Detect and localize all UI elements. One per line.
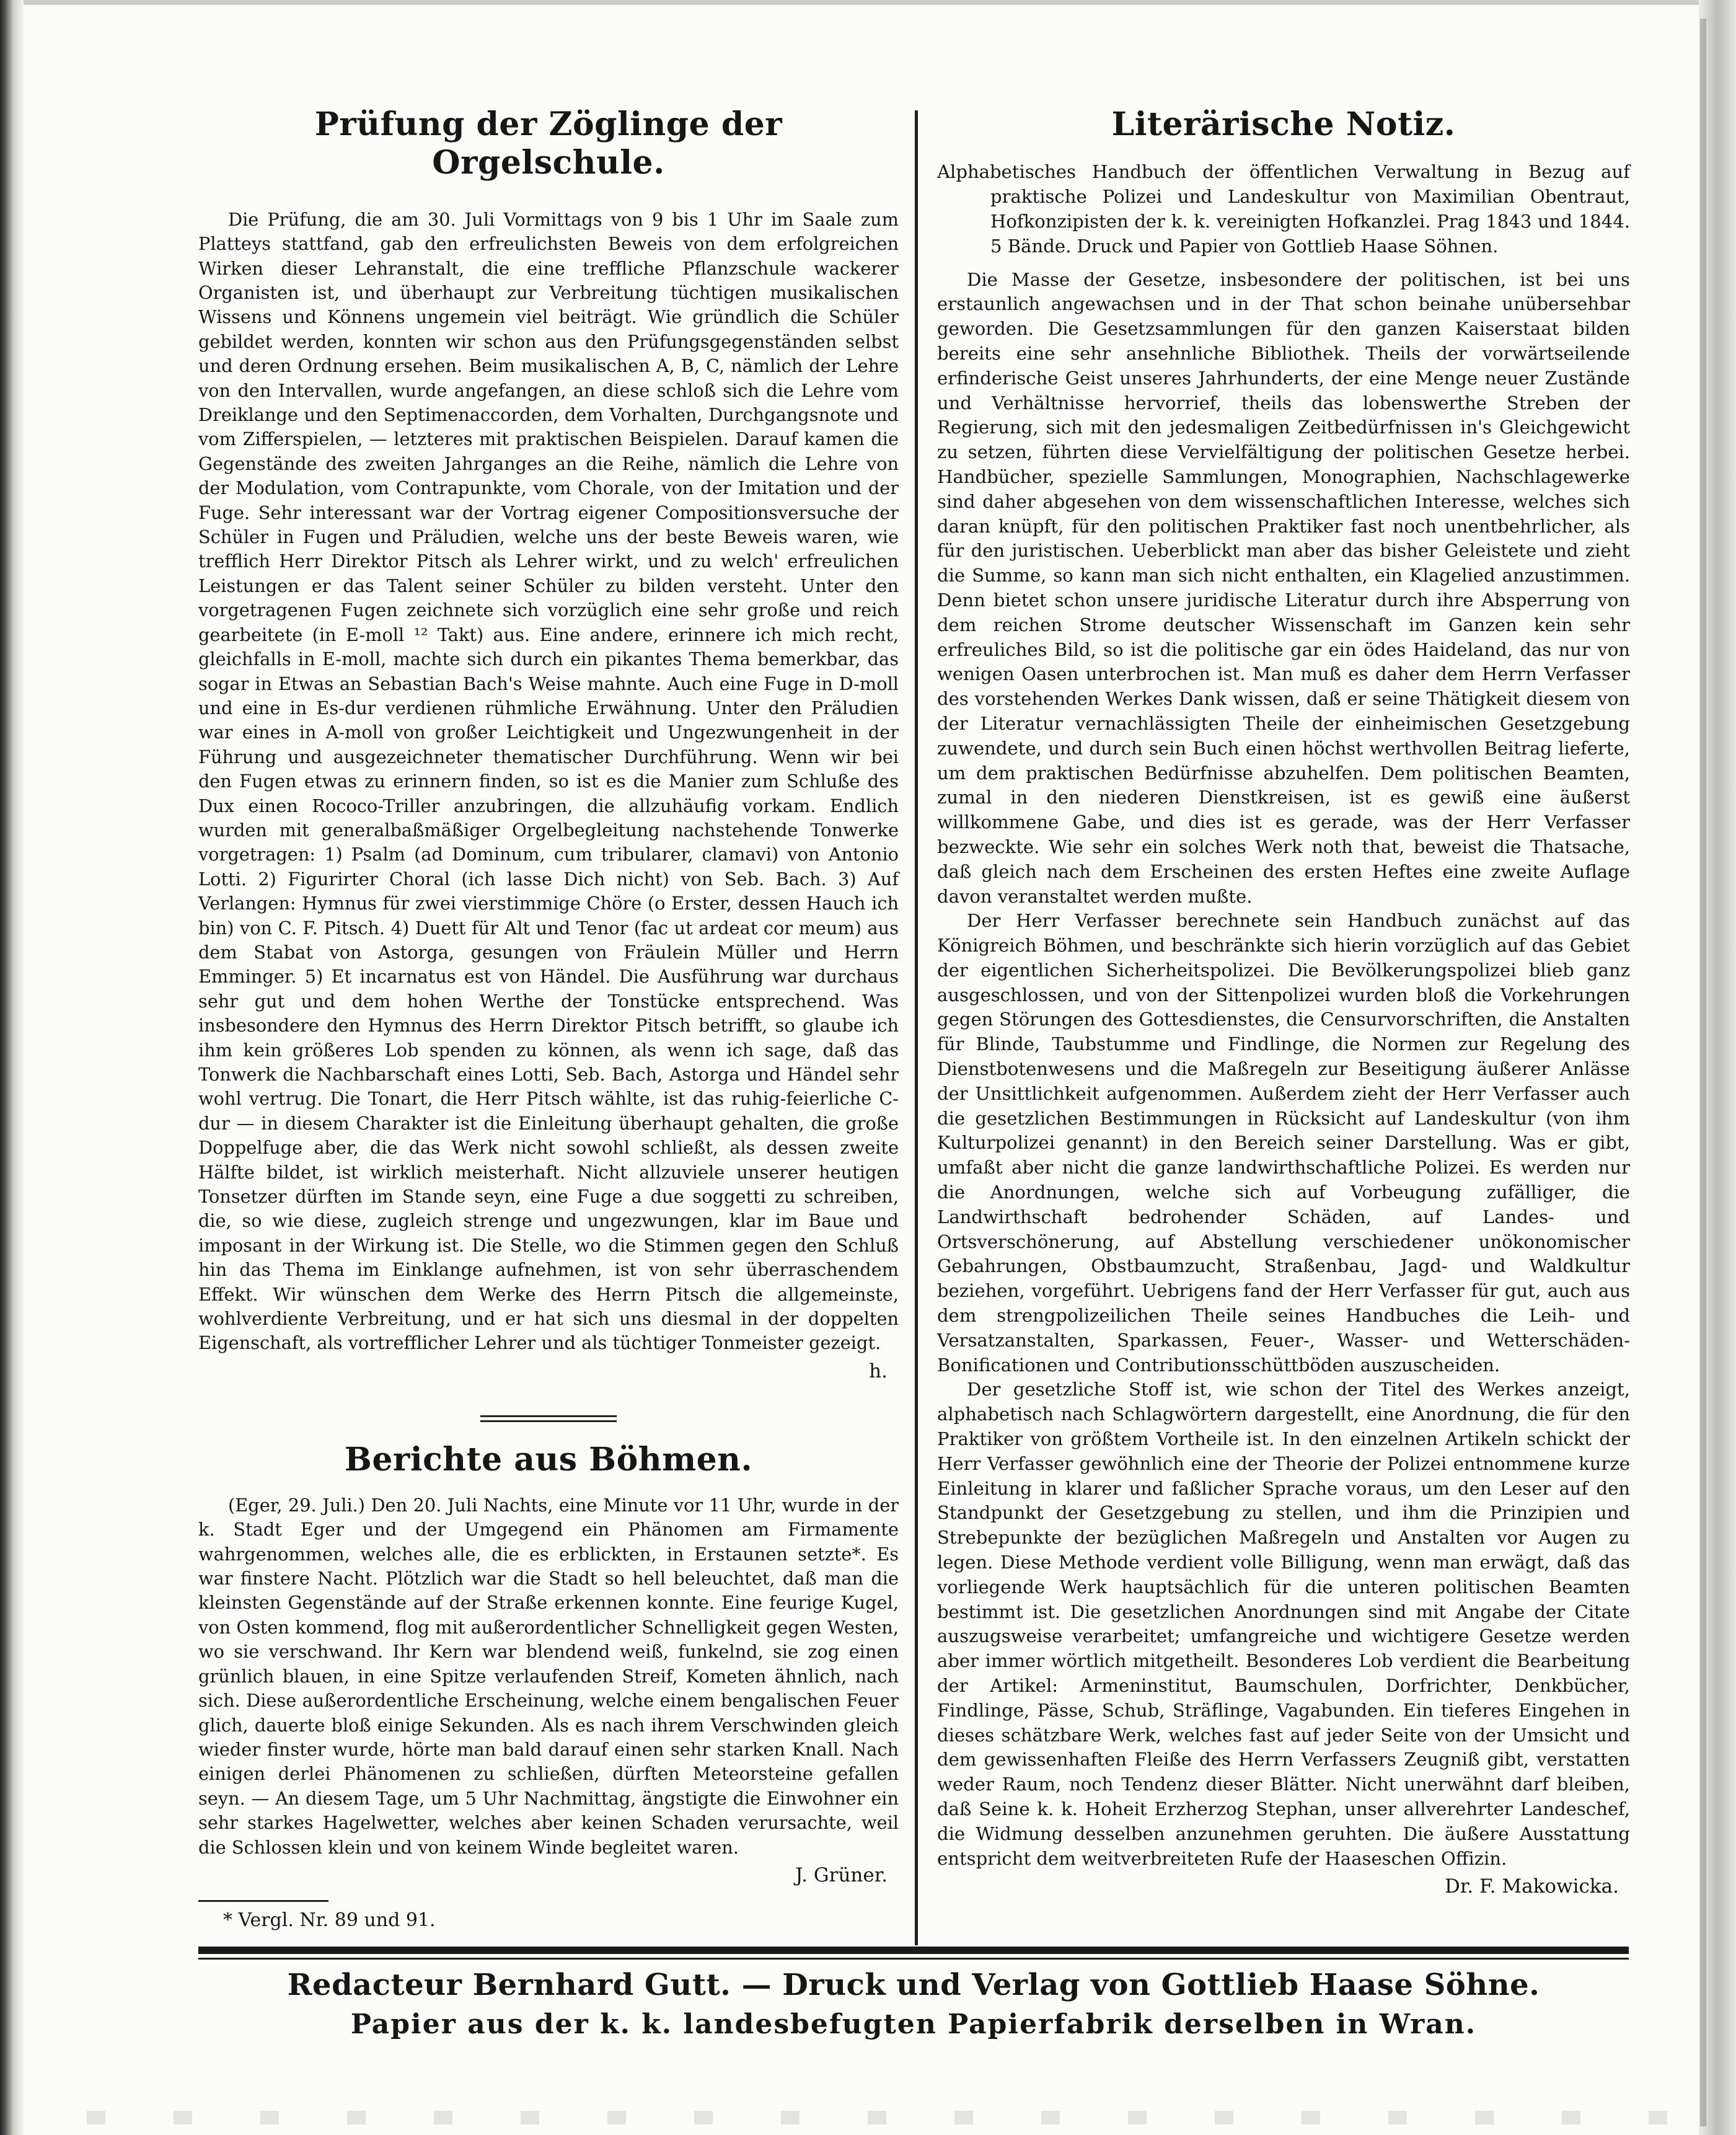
- scan-left-edge: [0, 0, 24, 2135]
- article-body-boehmen: (Eger, 29. Juli.) Den 20. Juli Nachts, eine Minute vor 11 Uhr, wurde in der k. Stadt Eger und der Umgegend ein Phänomen am Firmamente wahrgenommen, welches alle, die es erblickten, in Erstaunen setzte*. Es war finstere Nacht. Plötzlich war die Stadt so hell beleuchtet, daß man die kleinsten Gegenstände auf der Straße erkennen konnte. Eine feurige Kugel, von Osten kommend, flog mit außerordentlicher Schnelligkeit gegen Westen, wo sie verschwand. Ihr Kern war blendend weiß, funkelnd, sie zog einen grünlich blauen, in eine Spitze verlaufenden Streif, Kometen ähnlich, nach sich. Diese außerordentliche Erscheinung, welche einem bengalischen Feuer glich, dauerte bloß einige Sekunden. Als es nach ihrem Verschwinden gleich wieder finster wurde, hörte man bald darauf einen sehr starken Knall. Nach einigen derlei Phänomenen zu schließen, dürften Meteorsteine gefallen seyn. — An diesem Tage, um 5 Uhr Nachmittag, ängstigte die Einwohner ein sehr starkes Hagelwetter, welches aber keinen Schaden verursachte, weil die Schlossen klein und von keinem Winde begleitet waren.: [198, 1494, 899, 1858]
- signature-orgelschule: h.: [869, 1359, 888, 1382]
- imprint-editor-line: Redacteur Bernhard Gutt. — Druck und Verlag von Gottlieb Haase Söhne.: [287, 1968, 1540, 2002]
- imprint-rule-thick: [198, 1947, 1629, 1954]
- article-orgelschule: [198, 105, 899, 1384]
- section-separator: [480, 1415, 617, 1422]
- imprint-rule-thin: [198, 1958, 1629, 1960]
- imprint-paper-line: Papier aus der k. k. landesbefugten Papierfabrik derselben in Wran.: [350, 2009, 1477, 2040]
- notiz-paragraph-1: Die Masse der Gesetze, insbesondere der politischen, ist bei uns erstaunlich angewachsen und in der That schon beinahe unübersehbar geworden. Die Gesetzsammlungen für den ganzen Kaiserstaat bilden bereits eine sehr ansehnliche Bibliothek. Theils der vorwärtseilende erfinderische Geist unseres Jahrhunderts, der eine Menge neuer Zustände und Verhältnisse hervorrief, theils das lobenswerthe Streben der Regierung, sich mit den jedesmaligen Zeitbedürfnissen in's Gleichgewicht zu setzen, führten diese Vervielfältigung der politischen Gesetze herbei. Handbücher, spezielle Sammlungen, Monographien, Nachschlagewerke sind daher abgesehen von dem wissenschaftlichen Interesse, welches sich daran knüpft, für den politischen Praktiker fast noch unentbehrlicher, als für den juristischen. Ueberblickt man aber das bisher Geleistete und zieht die Summe, so kann man sich nicht enthalten, ein Klagelied anzustimmen. Denn bietet schon unsere juridische Literatur durch ihre Absperrung von dem reichen Strome deutscher Wissenschaft im Ganzen kein sehr erfreuliches Bild, so ist die politische gar ein ödes Haideland, das nur von wenigen Oasen unterbrochen ist. Man muß es daher dem Herrn Verfasser des vorstehenden Werkes Dank wissen, daß er seine Thätigkeit diesem von der Literatur vernachlässigten Theile der einheimischen Gesetzgebung zuwendete, und durch sein Buch einen höchst werthvollen Beitrag lieferte, um dem praktischen Bedürfnisse abzuhelfen. Dem politischen Beamten, zumal in den niederen Dienstkreisen, ist es gewiß eine äußerst willkommene Gabe, und dies ist es gerade, was der Herr Verfasser bezweckte. Wie sehr ein solches Werk noth that, beweist die Thatsache, daß gleich nach dem Erscheinen des ersten Heftes eine zweite Auflage davon veranstaltet werden mußte.: [937, 268, 1630, 907]
- article-title-boehmen: Berichte aus Böhmen.: [344, 1441, 753, 1479]
- signature-boehmen: J. Grüner.: [795, 1863, 888, 1886]
- article-boehmen: [198, 1441, 899, 1932]
- signature-notiz: Dr. F. Makowicka.: [1445, 1875, 1619, 1898]
- article-title-orgelschule: Prüfung der Zöglinge der Orgelschule.: [314, 105, 783, 182]
- article-literaerische-notiz: [937, 105, 1630, 1900]
- notiz-paragraph-2: Der Herr Verfasser berechnete sein Handbuch zunächst auf das Königreich Böhmen, und beschränkte sich hierin vorzüglich auf das Gebiet der eigentlichen Sicherheitspolizei. Die Bevölkerungspolizei blieb ganz ausgeschlossen, und von der Sittenpolizei wurden bloß die Vorkehrungen gegen Störungen des Gottesdienstes, die Censurvorschriften, die Anstalten für Blinde, Taubstumme und Findlinge, die Normen zur Regelung des Dienstbotenwesens und die Maßregeln zur Beseitigung äußerer Anlässe der Unsittlichkeit aufgenommen. Außerdem zieht der Herr Verfasser auch die gesetzlichen Bestimmungen in Rücksicht auf Landeskultur (von ihm Kulturpolizei genannt) in den Bereich seiner Darstellung. Was er gibt, umfaßt aber nicht die ganze landwirthschaftliche Polizei. Es werden nur die Anordnungen, welche sich auf Vorbeugung zufälliger, die Landwirthschaft bedrohender Schäden, auf Landes- und Ortsverschönerung, auf Abstellung verschiedener unökonomischer Gebahrungen, Obstbaumzucht, Straßenbau, Jagd- und Waldkultur beziehen, vorgeführt. Uebrigens fand der Herr Verfasser für gut, auch aus dem strengpolizeilichen Theile seines Handbuches die Leih- und Versatzanstalten, Sparkassen, Feuer-, Wasser- und Wetterschäden-Bonificationen und Contributionsschüttböden auszuscheiden.: [937, 910, 1630, 1376]
- footnote: * Vergl. Nr. 89 und 91.: [223, 1909, 436, 1931]
- column-divider: [915, 110, 918, 1945]
- scan-top-edge: [24, 0, 1699, 5]
- scan-artifact: [62, 2111, 1673, 2124]
- left-column: [198, 105, 899, 1933]
- binding-shadow: [1700, 19, 1706, 2126]
- notiz-paragraph-3: Der gesetzliche Stoff ist, wie schon der Titel des Werkes anzeigt, alphabetisch nach Schlagwörtern dargestellt, eine Anordnung, die für den Praktiker von größtem Vortheile ist. In den einzelnen Artikeln schickt der Herr Verfasser gewöhnlich eine der Theorie der Polizei entnommene kurze Einleitung in klarer und faßlicher Sprache voraus, um den Leser auf den Standpunkt der Gesetzgebung zu stellen, und ihm die Prinzipien und Strebepunkte der bezüglichen Maßregeln und Anstalten vor Augen zu legen. Diese Methode verdient volle Billigung, wenn man erwägt, daß das vorliegende Werk hauptsächlich für die unteren politischen Beamten bestimmt ist. Die gesetzlichen Anordnungen sind mit Angabe der Citate auszugsweise verarbeitet; umfangreiche und wichtigere Gesetze werden aber immer wörtlich mitgetheilt. Besonderes Lob verdient die Bearbeitung der Artikel: Armeninstitut, Baumschulen, Dorfrichter, Denkbücher, Findlinge, Pässe, Schub, Sträflinge, Vagabunden. Ein tieferes Eingehen in dieses schätzbare Werk, welches fast auf jeder Seite von der Umsicht und dem gewissenhaften Fleiße des Herrn Verfassers Zeugniß gibt, verstatten weder Raum, noch Tendenz dieser Blätter. Nicht unerwähnt darf bleiben, daß Seine k. k. Hoheit Erzherzog Stephan, unser allverehrter Landeschef, die Widmung desselben anzunehmen geruhten. Die äußere Ausstattung entspricht dem weitverbreiteten Rufe der Haaseschen Offizin.: [937, 1379, 1630, 1869]
- bibliographic-entry: Alphabetisches Handbuch der öffentlichen Verwaltung in Bezug auf praktische Polizei und Landeskultur von Maximilian Obentraut, Hofkonzipisten der k. k. vereinigten Hofkanzlei. Prag 1843 und 1844. 5 Bände. Druck und Papier von Gottlieb Haase Söhnen.: [937, 161, 1630, 257]
- right-column: [937, 105, 1630, 1900]
- article-title-notiz: Literärische Notiz.: [1111, 105, 1456, 143]
- footnote-rule: [198, 1900, 328, 1902]
- article-body-orgelschule: Die Prüfung, die am 30. Juli Vormittags von 9 bis 1 Uhr im Saale zum Platteys stattfand, gab den erfreulichsten Beweis von dem erfolgreichen Wirken dieser Lehranstalt, die eine treffliche Pflanzschule wackerer Organisten ist, und überhaupt zur Verbreitung tüchtigen musikalischen Wissens und Könnens ungemein viel beiträgt. Wie gründlich die Schüler gebildet werden, konnten wir schon aus den Prüfungsgegenständen selbst und deren Ordnung ersehen. Beim musikalischen A, B, C, nämlich der Lehre von den Intervallen, wurde angefangen, an diese schloß sich die Lehre vom Dreiklange und den Septimenaccorden, dem Vorhalten, Durchgangsnote und vom Zifferspielen, — letzteres mit praktischen Beispielen. Darauf kamen die Gegenstände des zweiten Jahrganges an die Reihe, nämlich die Lehre von der Modulation, vom Contrapunkte, vom Chorale, von der Imitation und der Fuge. Sehr interessant war der Vortrag eigener Compositionsversuche der Schüler in Fugen und Präludien, welche uns der beste Beweis waren, wie trefflich Herr Direktor Pitsch als Lehrer wirkt, und zu welch' erfreulichen Leistungen er das Talent seiner Schüler zu bilden versteht. Unter den vorgetragenen Fugen zeichnete sich vorzüglich eine sehr große und reich gearbeitete (in E-moll ¹² Takt) aus. Eine andere, erinnere ich mich recht, gleichfalls in E-moll, machte sich durch ein pikantes Thema bemerkbar, das sogar in Etwas an Sebastian Bach's Weise mahnte. Auch eine Fuge in D-moll und eine in Es-dur verdienen rühmliche Erwähnung. Unter den Präludien war eines in A-moll von großer Leichtigkeit und Ungezwungenheit in der Führung und ausgezeichneter thematischer Durchführung. Wenn wir bei den Fugen etwas zu erinnern finden, so ist es die Manier zum Schluße des Dux einen Rococo-Triller anzubringen, die allzuhäufig vorkam. Endlich wurden mit generalbaßmäßiger Orgelbegleitung nachstehende Tonwerke vorgetragen: 1) Psalm (ad Dominum, cum tribularer, clamavi) von Antonio Lotti. 2) Figurirter Choral (ich lasse Dich nicht) von Seb. Bach. 3) Auf Verlangen: Hymnus für zwei vierstimmige Chöre (o Erster, dessen Hauch ich bin) von C. F. Pitsch. 4) Duett für Alt und Tenor (fac ut ardeat cor meum) aus dem Stabat von Astorga, gesungen von Fräulein Müller und Herrn Emminger. 5) Et incarnatus est von Händel. Die Ausführung war durchaus sehr gut und dem hohen Werthe der Tonstücke entsprechend. Was insbesondere den Hymnus des Herrn Direktor Pitsch betrifft, so glaube ich ihm kein größeres Lob spenden zu können, als wenn ich sage, daß das Tonwerk die Nachbarschaft eines Lotti, Seb. Bach, Astorga und Händel sehr wohl vertrug. Die Tonart, die Herr Pitsch wählte, ist das ruhig-feierliche C-dur — in diesem Charakter ist die Einleitung überhaupt gehalten, die große Doppelfuge aber, die das Werk nicht sowohl schließt, als dessen zweite Hälfte bildet, ist wirklich meisterhaft. Nicht allzuviele unserer heutigen Tonsetzer dürften im Stande seyn, eine Fuge a due soggetti zu schreiben, die, so wie diese, zugleich strenge und ungezwungen, klar im Baue und imposant in der Wirkung ist. Die Stelle, wo die Stimmen gegen den Schluß hin das Thema im Einklange aufnehmen, ist von sehr überraschendem Effekt. Wir wünschen dem Werke des Herrn Pitsch die allgemeinste, wohlverdiente Verbreitung, und er hat sich uns diesmal in der doppelten Eigenschaft, als vortrefflicher Lehrer und als tüchtiger Tonmeister gezeigt.: [198, 208, 899, 1354]
